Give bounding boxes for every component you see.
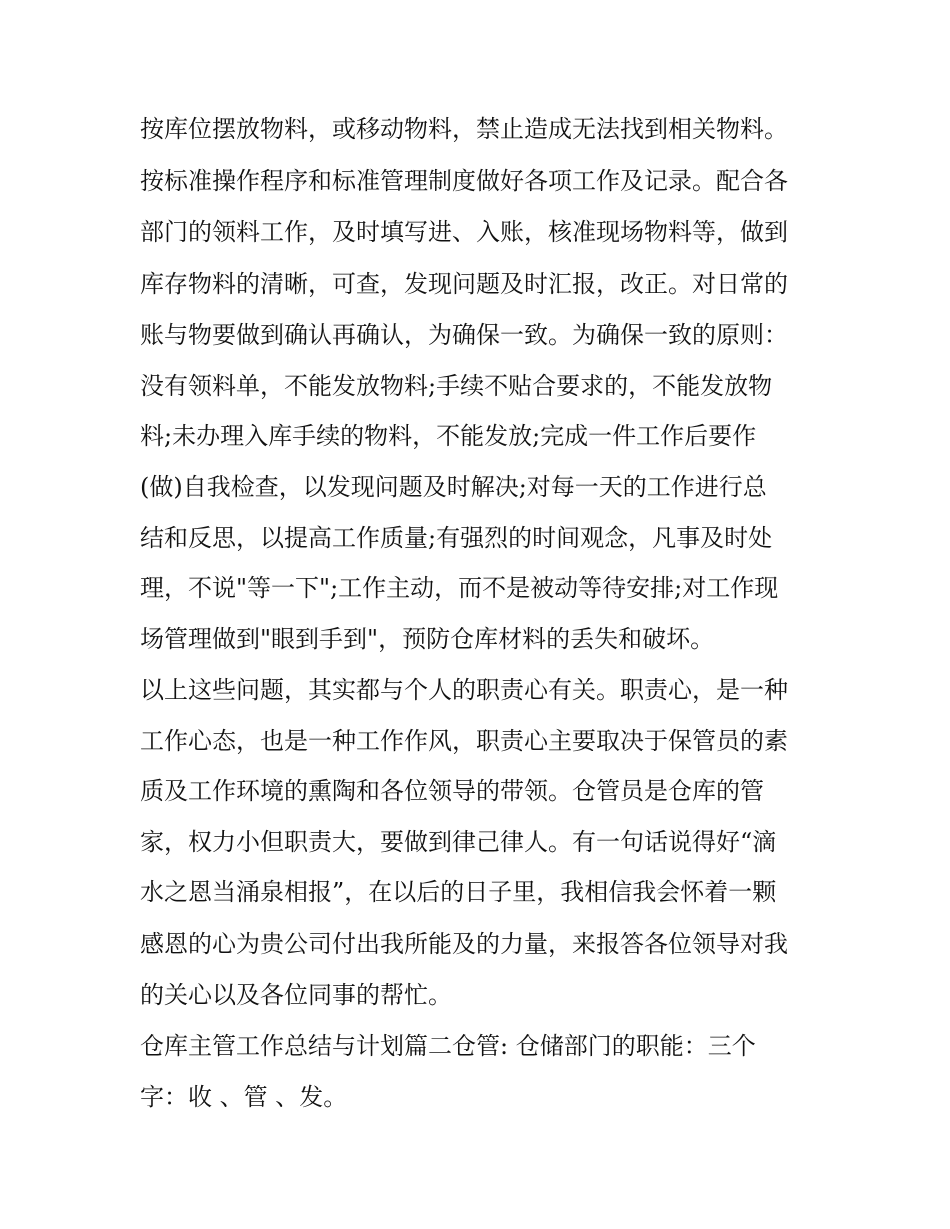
text-line: 感恩的心为贵公司付出我所能及的力量，来报答各位领导对我 <box>140 930 788 958</box>
text-line: 账与物要做到确认再确认，为确保一致。为确保一致的原则： <box>140 321 788 349</box>
text-line: 场管理做到"眼到手到"，预防仓库材料的丢失和破坏。 <box>140 625 715 653</box>
text-line: 家，权力小但职责大，要做到律己律人。有一句话说得好“滴 <box>140 828 777 856</box>
text-line: 理，不说"等一下";工作主动，而不是被动等待安排;对工作现 <box>140 574 779 602</box>
text-line: 仓库主管工作总结与计划篇二仓管: 仓储部门的职能：三个 <box>140 1032 756 1060</box>
text-line: 库存物料的清晰，可查，发现问题及时汇报，改正。对日常的 <box>140 270 788 298</box>
text-line: 结和反思，以提高工作质量;有强烈的时间观念，凡事及时处 <box>140 524 773 552</box>
text-line: 的关心以及各位同事的帮忙。 <box>140 981 452 1009</box>
text-line: 部门的领料工作，及时填写进、入账，核准现场物料等，做到 <box>140 218 788 246</box>
text-line: (做)自我检查，以发现问题及时解决;对每一天的工作进行总 <box>140 473 767 501</box>
text-line: 以上这些问题，其实都与个人的职责心有关。职责心，是一种 <box>140 676 788 704</box>
text-line: 按库位摆放物料，或移动物料，禁止造成无法找到相关物料。 <box>140 115 788 143</box>
text-line: 按标准操作程序和标准管理制度做好各项工作及记录。配合各 <box>140 167 788 195</box>
text-line: 字：收 、管 、发。 <box>140 1083 348 1111</box>
text-line: 料;未办理入库手续的物料，不能发放;完成一件工作后要作 <box>140 422 757 450</box>
text-line: 质及工作环境的熏陶和各位领导的带领。仓管员是仓库的管 <box>140 777 764 805</box>
text-line: 工作心态，也是一种工作作风，职责心主要取决于保管员的素 <box>140 727 788 755</box>
text-line: 没有领料单，不能发放物料;手续不贴合要求的，不能发放物 <box>140 372 773 400</box>
text-line: 水之恩当涌泉相报”，在以后的日子里，我相信我会怀着一颗 <box>140 878 777 906</box>
